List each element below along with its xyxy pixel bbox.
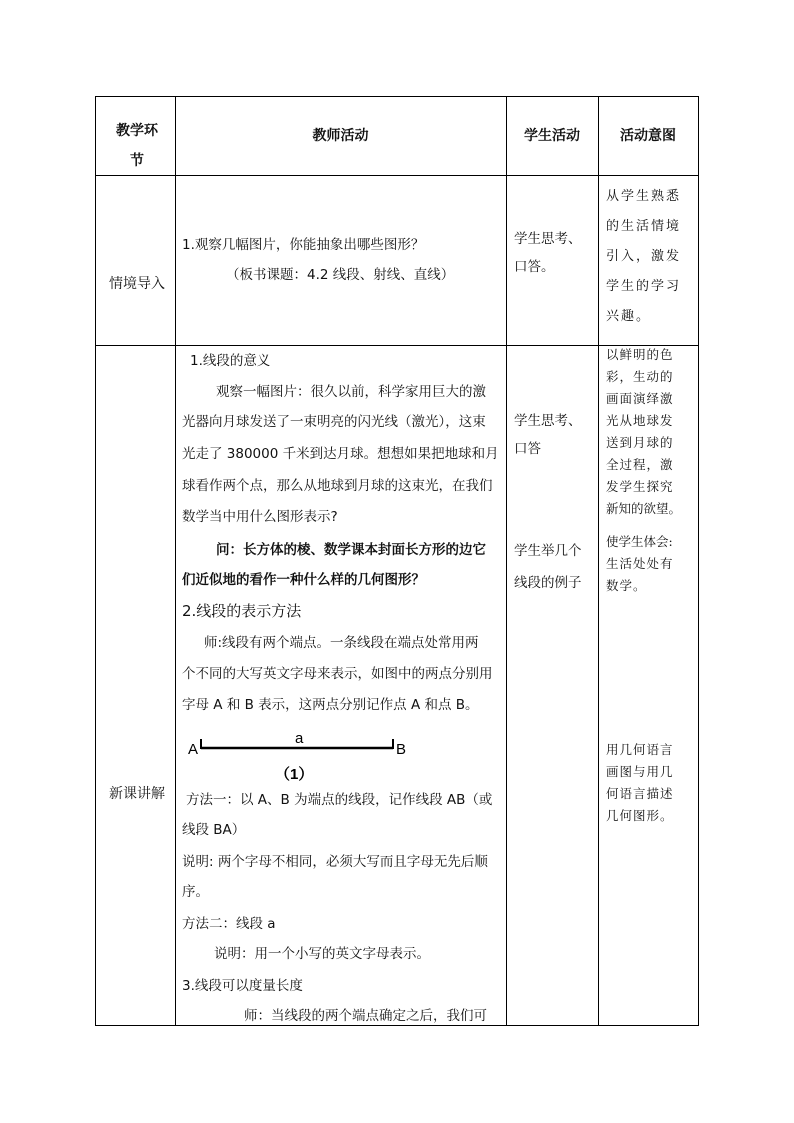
header-stage-line1: 教学环	[116, 123, 158, 139]
student-intro-line2: 口答。	[514, 259, 555, 275]
row-divider-1	[96, 175, 698, 176]
note1-line: 说明: 两个字母不相同，必须大写而且字母无先后顺	[182, 854, 488, 870]
student-new-a1: 学生思考、	[514, 413, 582, 429]
section1-para-line: 光走了 380000 千米到达月球。想想如果把地球和月	[182, 446, 499, 462]
section1-para-line: 光器向月球发送了一束明亮的闪光线（激光），这束	[182, 414, 486, 430]
intent-line: 新知的欲望。	[606, 501, 682, 516]
section2-para-line: 师:线段有两个端点。一条线段在端点处常用两	[204, 635, 479, 651]
col-divider-2	[506, 97, 507, 1025]
student-new-b1: 学生举几个	[514, 543, 582, 559]
intent-line: 彩，生动的	[606, 369, 674, 384]
question-line: 问：长方体的棱、数学课本封面长方形的边它	[216, 542, 486, 558]
point-a-label: A	[188, 741, 199, 758]
stage-new-lesson: 新课讲解	[109, 786, 165, 802]
section3-title: 3.线段可以度量长度	[182, 978, 303, 994]
intent-line: 用几何语言	[606, 742, 674, 757]
intent-new-c	[606, 740, 700, 826]
intent-line: 画面演绎激	[606, 391, 674, 406]
header-intent: 活动意图	[620, 128, 676, 144]
intent-line: 发学生探究	[606, 479, 674, 494]
teacher-question: 1.观察几幅图片，你能抽象出哪些图形？	[182, 237, 425, 253]
section1-para-line: 球看作两个点，那么从地球到月球的这束光，在我们	[182, 478, 493, 494]
intent-line: 以鲜明的色	[606, 347, 674, 362]
teacher-board-title: （板书课题：4.2 线段、射线、直线）	[226, 267, 455, 283]
intent-intro-line: 从学生熟悉	[606, 189, 682, 204]
section1-para-line: 数学当中用什么图形表示?	[182, 509, 338, 525]
header-student: 学生活动	[524, 128, 580, 144]
intent-line: 画图与用几	[606, 764, 674, 779]
intent-line: 几何图形。	[606, 808, 674, 823]
method1-line: 线段 BA）	[182, 822, 246, 838]
method1-line: 方法一：以 A、B 为端点的线段，记作线段 AB（或	[186, 792, 493, 808]
intent-line: 生活处处有	[606, 556, 674, 571]
line-segment-figure	[180, 728, 420, 788]
intent-intro-line: 学生的学习	[606, 279, 682, 294]
intent-intro	[606, 186, 698, 328]
intent-line: 光从地球发	[606, 413, 674, 428]
col-divider-1	[175, 97, 176, 1025]
intent-new-a	[606, 345, 700, 519]
student-new-b2: 线段的例子	[514, 575, 582, 591]
intent-line: 数学。	[606, 578, 647, 593]
intent-new-b	[606, 532, 700, 596]
intent-intro-line: 的生活情境	[606, 219, 682, 234]
col-divider-3	[598, 97, 599, 1025]
header-teacher: 教师活动	[312, 128, 369, 144]
section3-para-line: 师：当线段的两个端点确定之后，我们可	[244, 1008, 487, 1024]
question-line: 们近似地的看作一种什么样的几何图形？	[182, 572, 425, 588]
intent-line: 使学生体会:	[606, 534, 673, 549]
stage-intro: 情境导入	[109, 276, 165, 292]
segment-a-label: a	[295, 730, 304, 747]
section1-para-line: 观察一幅图片：很久以前，科学家用巨大的激	[216, 384, 486, 400]
intent-line: 送到月球的	[606, 435, 674, 450]
note2-line: 说明：用一个小写的英文字母表示。	[214, 946, 430, 962]
note1-line: 序。	[182, 884, 209, 900]
intent-intro-line: 引入，激发	[606, 249, 682, 264]
header-stage	[100, 116, 174, 176]
student-new-a2: 口答	[514, 441, 541, 457]
student-intro-line1: 学生思考、	[514, 231, 582, 247]
intent-line: 何语言描述	[606, 786, 674, 801]
point-b-label: B	[396, 741, 407, 758]
section1-title: 1.线段的意义	[190, 353, 271, 369]
section2-para-line: 字母 A 和 B 表示，这两点分别记作点 A 和点 B。	[182, 697, 479, 713]
intent-line: 全过程，激	[606, 457, 674, 472]
header-stage-line2: 节	[130, 153, 144, 169]
figure-caption: （1）	[275, 766, 314, 783]
intent-intro-line: 兴趣。	[606, 309, 652, 324]
section2-para-line: 个不同的大写英文字母来表示，如图中的两点分别用	[182, 666, 493, 682]
section2-title: 2.线段的表示方法	[182, 602, 302, 620]
method2-line: 方法二：线段 a	[182, 916, 276, 932]
